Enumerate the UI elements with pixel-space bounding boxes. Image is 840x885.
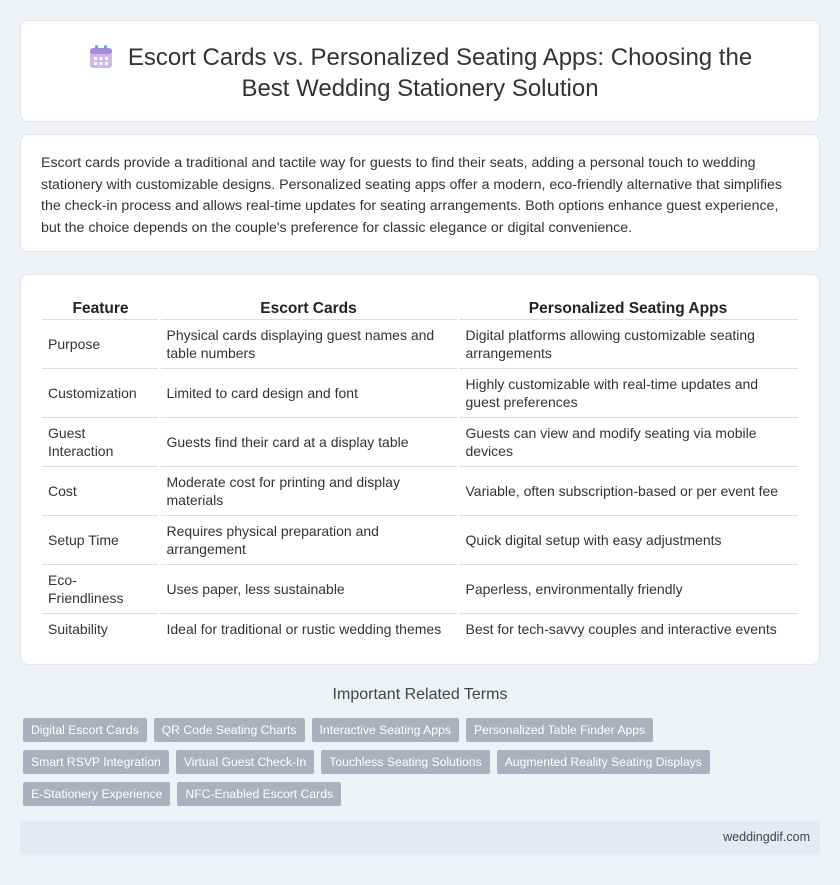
app-cell: Variable, often subscription-based or per event fee	[458, 466, 798, 515]
escort-cell: Physical cards displaying guest names and table numbers	[159, 319, 458, 368]
related-terms-title: Important Related Terms	[332, 686, 508, 703]
app-cell: Highly customizable with real-time updates and guest preferences	[458, 368, 798, 417]
escort-cell: Requires physical preparation and arrangement	[159, 515, 458, 564]
calendar-icon	[88, 44, 114, 70]
feature-cell: Suitability	[42, 613, 159, 645]
comparison-card	[20, 274, 820, 665]
app-cell: Quick digital setup with easy adjustments	[458, 515, 798, 564]
tag-interactive-seating-apps[interactable]: Interactive Seating Apps	[312, 718, 459, 742]
intro-paragraph: Escort cards provide a traditional and tactile way for guests to find their seats, adding a personal touch to wedding stationery with customizable designs. Personalized seating apps offer a modern, eco-friendly alternative that simplifies the check-in process and allows real-time updates for seating arrangements. Both options enhance guest experience, but the choice depends on the couple's preference for classic elegance or digital convenience.	[41, 155, 783, 236]
app-cell: Best for tech-savvy couples and interactive events	[458, 613, 798, 645]
feature-cell: Cost	[42, 466, 159, 515]
header-escort-cards: Escort Cards	[260, 299, 357, 317]
table-row	[42, 319, 798, 368]
related-terms-list	[23, 718, 803, 806]
tag-qr-code-seating-charts[interactable]: QR Code Seating Charts	[154, 718, 305, 742]
app-cell: Digital platforms allowing customizable seating arrangements	[458, 319, 798, 368]
table-row	[42, 368, 798, 417]
tag-virtual-guest-check-in[interactable]: Virtual Guest Check-In	[176, 750, 314, 774]
app-cell: Guests can view and modify seating via mobile devices	[458, 417, 798, 466]
header-seating-apps: Personalized Seating Apps	[528, 299, 728, 317]
table-row	[42, 417, 798, 466]
escort-cell: Moderate cost for printing and display materials	[159, 466, 458, 515]
intro-card	[20, 134, 820, 252]
feature-cell: Eco-Friendliness	[42, 564, 159, 613]
page-title: Escort Cards vs. Personalized Seating Apps: Choosing the Best Wedding Stationery Solution	[127, 44, 753, 102]
tag-touchless-seating-solutions[interactable]: Touchless Seating Solutions	[321, 750, 489, 774]
title-wrap	[61, 43, 779, 103]
escort-cell: Ideal for traditional or rustic wedding themes	[159, 613, 458, 645]
tag-augmented-reality-seating-displays[interactable]: Augmented Reality Seating Displays	[497, 750, 710, 774]
footer-site[interactable]: weddingdif.com	[723, 830, 810, 844]
comparison-table	[42, 295, 798, 645]
table-row	[42, 613, 798, 645]
escort-cell: Limited to card design and font	[159, 368, 458, 417]
feature-cell: Purpose	[42, 319, 159, 368]
escort-cell: Uses paper, less sustainable	[159, 564, 458, 613]
tag-nfc-enabled-escort-cards[interactable]: NFC-Enabled Escort Cards	[177, 782, 341, 806]
header-feature: Feature	[72, 299, 129, 317]
tag-personalized-table-finder-apps[interactable]: Personalized Table Finder Apps	[466, 718, 653, 742]
tag-e-stationery-experience[interactable]: E-Stationery Experience	[23, 782, 170, 806]
tag-smart-rsvp-integration[interactable]: Smart RSVP Integration	[23, 750, 169, 774]
footer	[20, 821, 820, 854]
escort-cell: Guests find their card at a display table	[159, 417, 458, 466]
tag-digital-escort-cards[interactable]: Digital Escort Cards	[23, 718, 147, 742]
app-cell: Paperless, environmentally friendly	[458, 564, 798, 613]
table-header-row	[42, 295, 798, 319]
table-row	[42, 564, 798, 613]
title-card	[20, 20, 820, 122]
table-row	[42, 466, 798, 515]
feature-cell: Customization	[42, 368, 159, 417]
feature-cell: Guest Interaction	[42, 417, 159, 466]
feature-cell: Setup Time	[42, 515, 159, 564]
table-row	[42, 515, 798, 564]
